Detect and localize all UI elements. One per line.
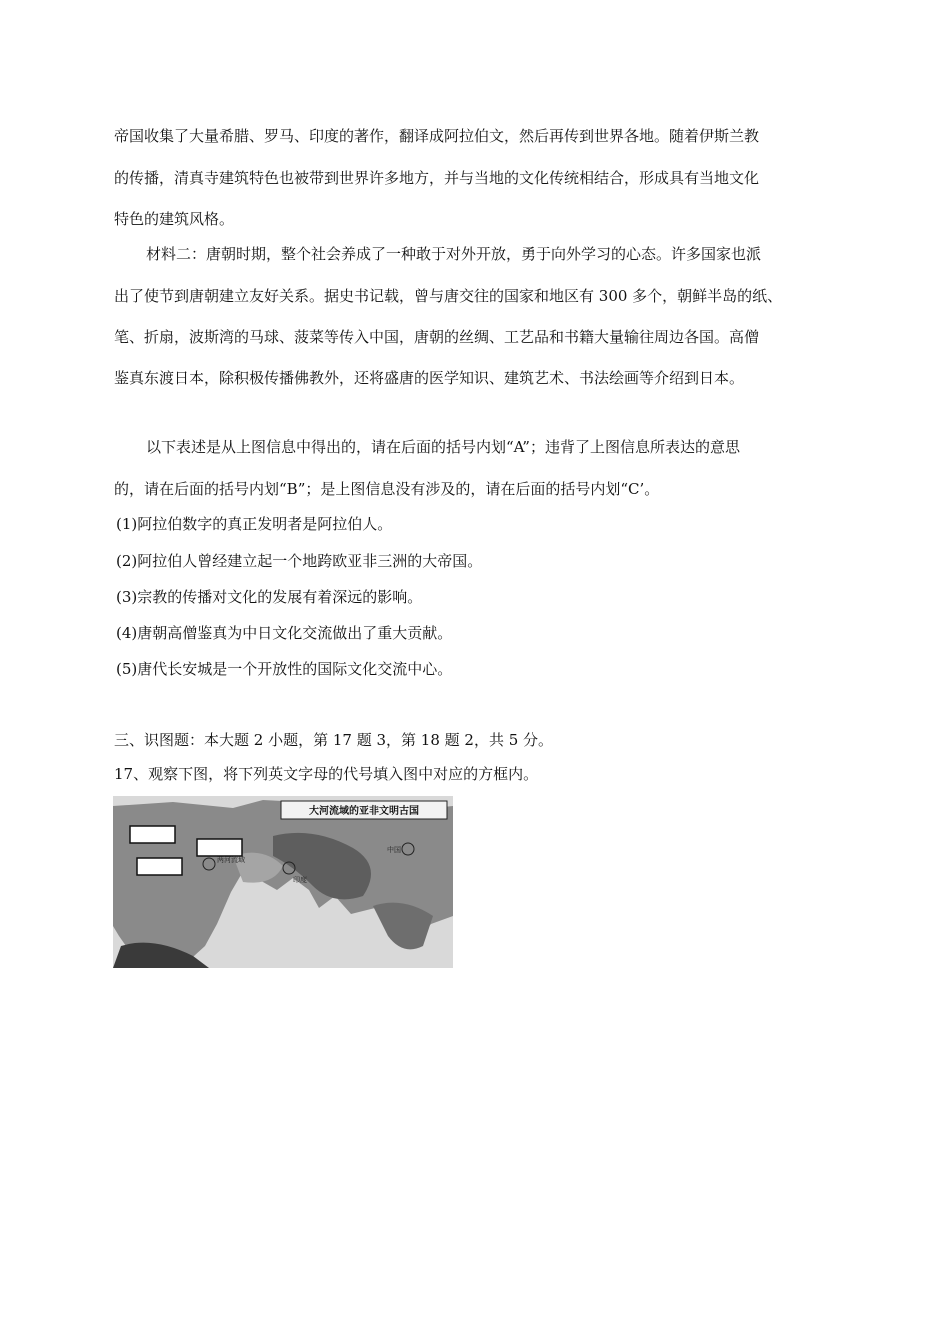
- china-label: 中国: [387, 846, 401, 854]
- section-heading: 三、识图题：本大题 2 小题，第 17 题 3，第 18 题 2，共 5 分。: [114, 731, 554, 749]
- statement-item: (2)阿拉伯人曾经建立起一个地跨欧亚非三洲的大帝国。: [116, 552, 483, 570]
- statement-item: (5)唐代长安城是一个开放性的国际文化交流中心。: [116, 660, 453, 678]
- babylon-label: 两河流域: [217, 856, 245, 864]
- statement-item: (4)唐朝高僧鉴真为中日文化交流做出了重大贡献。: [116, 624, 453, 642]
- india-label: 印度: [293, 876, 307, 884]
- paragraph-line: 帝国收集了大量希腊、罗马、印度的著作，翻译成阿拉伯文，然后再传到世界各地。随着伊斯兰教: [114, 127, 760, 145]
- question-17: 17、观察下图，将下列英文字母的代号填入图中对应的方框内。: [114, 765, 539, 783]
- paragraph-line: 出了使节到唐朝建立友好关系。据史书记载，曾与唐交往的国家和地区有 300 多个，朝鲜半岛的纸、: [114, 287, 783, 305]
- answer-box[interactable]: [197, 839, 242, 856]
- paragraph-line: 笔、折扇，波斯湾的马球、菠菜等传入中国，唐朝的丝绸、工艺品和书籍大量输往周边各国。高僧: [114, 328, 760, 346]
- answer-box[interactable]: [137, 858, 182, 875]
- map-title: 大河流域的亚非文明古国: [309, 806, 419, 817]
- paragraph-line: 鉴真东渡日本，除积极传播佛教外，还将盛唐的医学知识、建筑艺术、书法绘画等介绍到日本。: [114, 369, 745, 387]
- instruction-line: 的，请在后面的括号内划“B”；是上图信息没有涉及的，请在后面的括号内划“C’。: [114, 480, 660, 498]
- statement-item: (3)宗教的传播对文化的发展有着深远的影响。: [116, 588, 423, 606]
- paragraph-line: 材料二：唐朝时期，整个社会养成了一种敢于对外开放，勇于向外学习的心态。许多国家也派: [146, 245, 762, 263]
- paragraph-line: 特色的建筑风格。: [114, 210, 235, 228]
- paragraph-line: 的传播，清真寺建筑特色也被带到世界许多地方，并与当地的文化传统相结合，形成具有当地文化: [114, 169, 760, 187]
- statement-item: (1)阿拉伯数字的真正发明者是阿拉伯人。: [116, 515, 393, 533]
- ancient-civilizations-map: [113, 796, 453, 968]
- answer-box[interactable]: [130, 826, 175, 843]
- instruction-line: 以下表述是从上图信息中得出的，请在后面的括号内划“A”；违背了上图信息所表达的意思: [146, 438, 740, 456]
